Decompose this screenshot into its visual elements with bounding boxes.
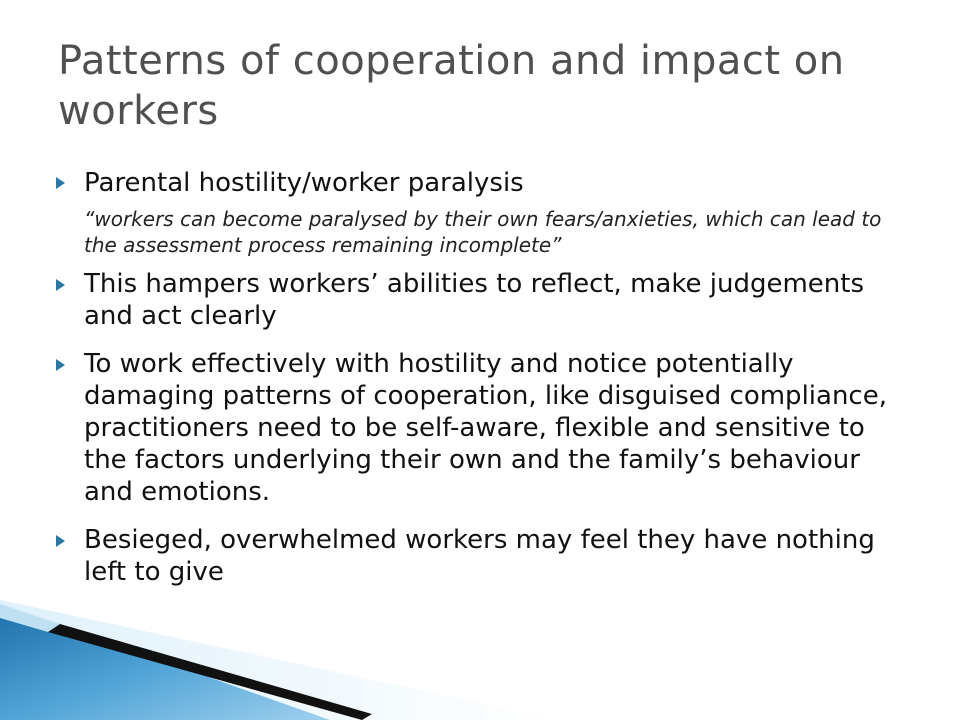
decor-black-stripe xyxy=(48,624,372,720)
decor-blue-wedge xyxy=(0,606,330,720)
bullet-item-4 xyxy=(56,524,896,588)
bullet-item-2 xyxy=(56,268,896,332)
decor-pale-stripe xyxy=(0,604,60,632)
bullet-text-1: Parental hostility/worker paralysis xyxy=(84,168,524,198)
slide-title: Patterns of cooperation and impact on workers xyxy=(58,38,845,134)
triangle-bullet-icon xyxy=(56,279,65,291)
bullet-text-4: Besieged, overwhelmed workers may feel they have nothing left to give xyxy=(84,525,875,587)
triangle-bullet-icon xyxy=(56,177,65,189)
bullet-item-1 xyxy=(56,166,896,200)
bullet-list xyxy=(56,166,896,588)
bullet-quote: “workers can become paralysed by their own fears/anxieties, which can lead to the assessment process remaining incomplete” xyxy=(84,207,882,257)
bullet-item-3 xyxy=(56,348,896,508)
bullet-text-3: To work effectively with hostility and notice potentially damaging patterns of cooperation, like disguised compliance, practitioners need to be self-aware, flexible and sensitive to the factors underlying their own and the family’s behaviour and emotions. xyxy=(84,349,887,507)
triangle-bullet-icon xyxy=(56,535,65,547)
triangle-bullet-icon xyxy=(56,359,65,371)
decor-light-band xyxy=(0,600,560,720)
bullet-text-2: This hampers workers’ abilities to reflect, make judgements and act clearly xyxy=(84,269,864,331)
